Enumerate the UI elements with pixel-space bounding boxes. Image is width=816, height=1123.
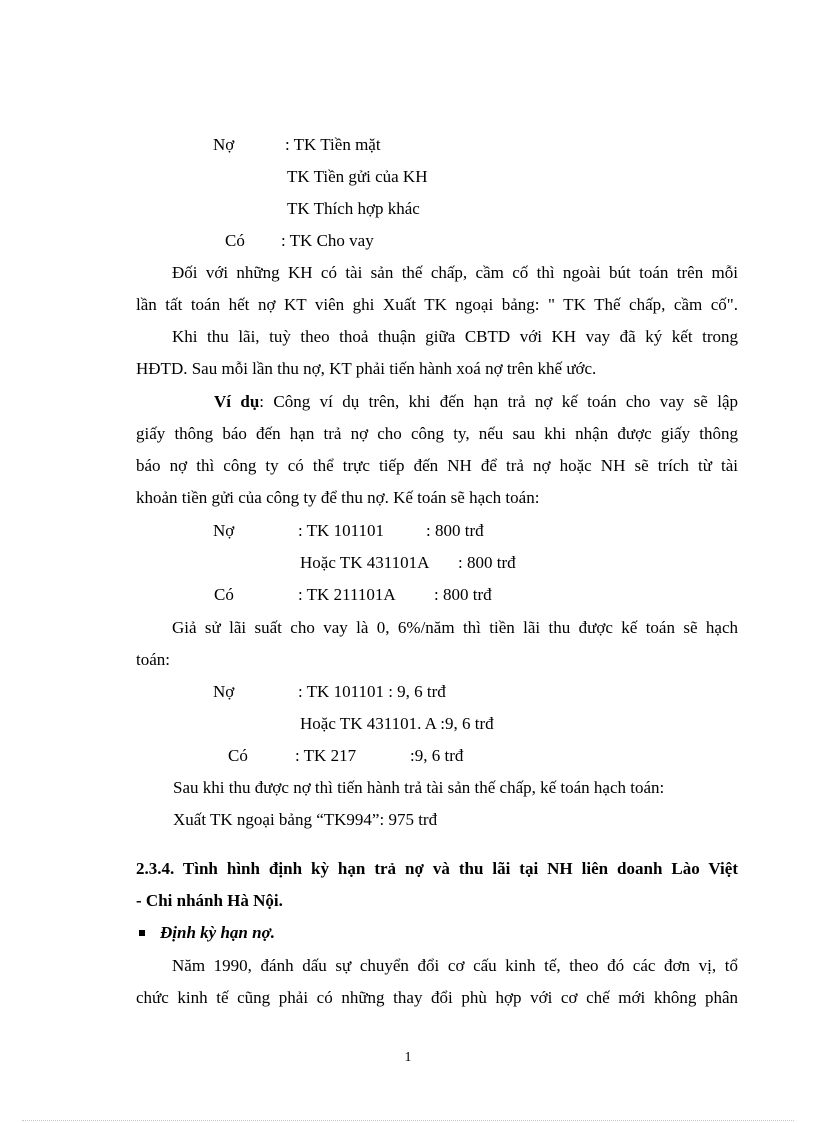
paragraph-line: giấy thông báo đến hạn trả nợ cho công ty, nếu sau khi nhận được giấy thông <box>136 424 738 443</box>
paragraph-line: Khi thu lãi, tuỳ theo thoả thuận giữa CBTD với KH vay đã ký kết trong <box>172 327 738 346</box>
example-line <box>214 391 738 413</box>
entry-account-line: Hoặc TK 431101A <box>300 553 430 572</box>
paragraph-line: lần tất toán hết nợ KT viên ghi Xuất TK ngoại bảng: " TK Thế chấp, cầm cố". <box>136 295 738 314</box>
entry-credit-account: : TK 217 <box>295 746 357 765</box>
entry-credit-label: Có <box>225 231 245 250</box>
entry-amount: : 800 trđ <box>458 553 516 572</box>
paragraph-line: toán: <box>136 650 170 669</box>
paragraph-line: Sau khi thu được nợ thì tiến hành trả tài sản thế chấp, kế toán hạch toán: <box>173 778 665 797</box>
example-text: : Công ví dụ trên, khi đến hạn trả nợ kế toán cho vay sẽ lập <box>259 392 738 411</box>
entry-credit-account: : TK 211101A <box>298 585 396 604</box>
entry-debit-label: Nợ <box>213 682 235 701</box>
page-number: 1 <box>404 1050 412 1065</box>
entry-amount: :9, 6 trđ <box>410 746 464 765</box>
entry-account-line: TK Thích hợp khác <box>287 199 420 218</box>
subsection-heading: Định kỳ hạn nợ. <box>160 923 275 942</box>
entry-debit-account: : TK 101101 <box>298 521 384 540</box>
entry-debit-account: : TK Tiền mặt <box>285 135 381 154</box>
paragraph-line: Đối với những KH có tài sản thế chấp, cầm cố thì ngoài bút toán trên mỗi <box>172 263 738 282</box>
paragraph-line: Năm 1990, đánh dấu sự chuyển đổi cơ cấu kinh tế, theo đó các đơn vị, tổ <box>172 956 738 975</box>
entry-credit-label: Có <box>228 746 248 765</box>
entry-debit-account: : TK 101101 : 9, 6 trđ <box>298 682 446 701</box>
entry-amount: : 800 trđ <box>434 585 492 604</box>
example-label: Ví dụ <box>214 392 260 411</box>
entry-credit-account: : TK Cho vay <box>281 231 374 250</box>
section-heading: 2.3.4. Tình hình định kỳ hạn trả nợ và thu lãi tại NH liên doanh Lào Việt <box>136 859 738 878</box>
paragraph-line: Giả sử lãi suất cho vay là 0, 6%/năm thì tiền lãi thu được kế toán sẽ hạch <box>172 618 738 637</box>
section-heading-cont: - Chi nhánh Hà Nội. <box>136 891 283 910</box>
entry-debit-label: Nợ <box>213 135 235 154</box>
entry-account-line: Hoặc TK 431101. A :9, 6 trđ <box>300 714 494 733</box>
paragraph-line: HĐTD. Sau mỗi lần thu nợ, KT phải tiến hành xoá nợ trên khế ước. <box>136 359 597 378</box>
entry-account-line: TK Tiền gửi của KH <box>287 167 428 186</box>
footer-divider <box>22 1120 794 1121</box>
entry-credit-label: Có <box>214 585 234 604</box>
paragraph-line: báo nợ thì công ty có thể trực tiếp đến NH để trả nợ hoặc NH sẽ trích từ tài <box>136 456 738 475</box>
square-bullet-icon <box>139 930 145 936</box>
entry-debit-label: Nợ <box>213 521 235 540</box>
entry-amount: : 800 trđ <box>426 521 484 540</box>
paragraph-line: khoản tiền gửi của công ty để thu nợ. Kế toán sẽ hạch toán: <box>136 488 540 507</box>
paragraph-line: Xuất TK ngoại bảng “TK994”: 975 trđ <box>173 810 438 829</box>
paragraph-line: chức kinh tế cũng phải có những thay đổi phù hợp với cơ chế mới không phân <box>136 988 738 1007</box>
